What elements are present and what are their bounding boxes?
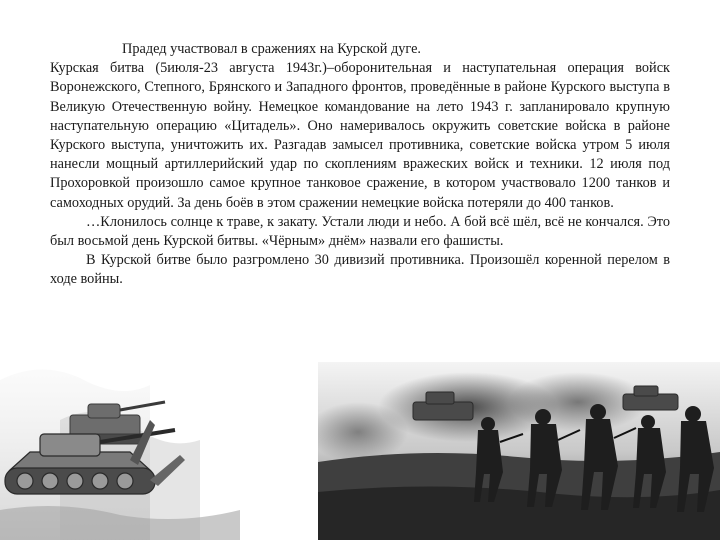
tank-sketch-illustration xyxy=(0,360,300,540)
paragraph-battle-description: Курская битва (5июля-23 августа 1943г.)–оборонительная и наступательная операция войск Воронежского, Степного, Брянского и Западного фронтов, проведённые в районе Курского выступа в Великую Отечественную войну. Немецкое командование на лето 1943 г. запланировало крупную наступательную операцию «Цитадель». Оно намеривалось окружить советские войска в районе Курского выступа, уничтожить их. Разгадав замысел противника, советские войска утром 5 июля нанесли мощный артиллерийский удар по скоплениям вражеских войск и техники. 12 июля под Прохоровкой произошло самое крупное танковое сражение, в котором участвовало 1200 танков и самоходных орудий. За день боёв в этом сражении немецкие войска потеряли до 400 танков. xyxy=(50,60,670,211)
document-body xyxy=(50,40,670,290)
soldiers-battle-photo xyxy=(318,362,720,540)
document-heading: Прадед участвовал в сражениях на Курской дуге. xyxy=(122,41,422,57)
paragraph-eighth-day: …Клонилось солнце к траве, к закату. Устали люди и небо. А бой всё шёл, всё не кончался. Это был восьмой день Курской битвы. «Чёрным» днём» назвали его фашисты. xyxy=(50,213,670,250)
paragraph-conclusion: В Курской битве было разгромлено 30 дивизий противника. Произошёл коренной перелом в ходе войны. xyxy=(50,252,670,288)
